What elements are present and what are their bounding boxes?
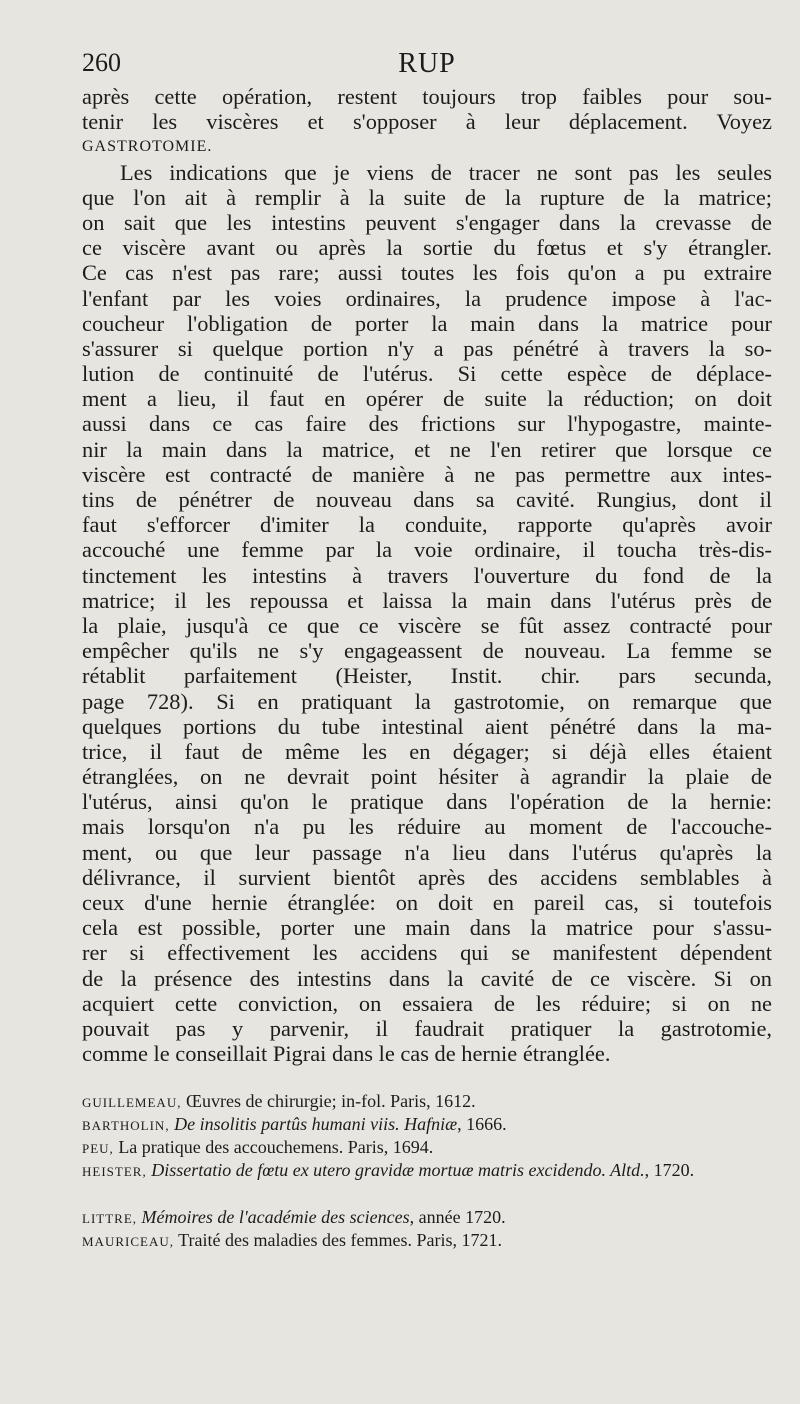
text-line: Ce cas n'est pas rare; aussi toutes les fois qu'on a pu extraire [82,260,772,286]
reference-author: MAURICEAU, [82,1234,174,1249]
bibliography-entry [82,1206,772,1230]
text-line: tinctement les intestins à travers l'ouverture du fond de la [82,562,772,588]
text-line: ment a lieu, il faut en opérer de suite la réduction; on doit [82,386,772,412]
text-line: tenir les viscères et s'opposer à leur déplacement. Voyez [82,109,772,135]
reference-author: GUILLEMEAU, [82,1095,182,1110]
bibliography-entry [82,1090,772,1114]
reference-author: BARTHOLIN, [82,1118,170,1133]
reference-text: , 1666. [457,1114,507,1134]
text-line: l'enfant par les voies ordinaires, la prudence impose à l'ac- [82,285,772,311]
text-line: faut s'efforcer d'imiter la conduite, rapporte qu'après avoir [82,512,772,538]
bibliography-entry [82,1113,772,1137]
running-head: RUP [398,48,456,79]
reference-text: Œuvres de chirurgie; in-fol. Paris, 1612. [185,1091,476,1111]
bibliography-entry [82,1136,772,1160]
reference-text: La pratique des accouchemens. Paris, 1694. [118,1137,434,1157]
text-line: matrice; il les repoussa et laissa la main dans l'utérus près de [82,587,772,613]
body-text [82,84,772,1066]
text-line: tins de pénétrer de nouveau dans sa cavité. Rungius, dont il [82,487,772,512]
bibliography-entry [82,1159,772,1183]
text-line: s'assurer si quelque portion n'y a pas pénétré à travers la so- [82,335,772,361]
reference-text: Traité des maladies des femmes. Paris, 1721. [178,1230,502,1250]
text-line: étranglées, on ne devrait point hésiter à agrandir la plaie de [82,764,772,790]
text-line: lution de continuité de l'utérus. Si cette espèce de déplace- [82,361,772,387]
text-line: empêcher qu'ils ne s'y engageassent de nouveau. La femme se [82,638,772,664]
text-line: la plaie, jusqu'à ce que ce viscère se fût assez contracté pour [82,612,772,638]
text-line: rer si effectivement les accidens qui se manifestent dépendent [82,940,772,966]
text-line: après cette opération, restent toujours trop faibles pour sou- [82,84,772,109]
text-line: cela est possible, porter une main dans la matrice pour s'assu- [82,915,772,941]
text-line: ceux d'une hernie étranglée: on doit en pareil cas, si toutefois [82,890,772,915]
text-line: quelques portions du tube intestinal aient pénétré dans la ma- [82,713,772,739]
text-line: mais lorsqu'on n'a pu les réduire au moment de l'accouche- [82,814,772,840]
reference-author: LITTRE, [82,1211,138,1226]
text-line: acquiert cette conviction, on essaiera de les réduire; si on ne [82,990,772,1016]
text-line: nir la main dans la matrice, et ne l'en retirer que lorsque ce [82,436,772,462]
text-line: viscère est contracté de manière à ne pas permettre aux intes- [82,461,772,487]
reference-text: , année 1720. [409,1207,506,1227]
text-line: que l'on ait à remplir à la suite de la rupture de la matrice; [82,184,772,210]
reference-title: Mémoires de l'académie des sciences [141,1207,410,1227]
text-line: délivrance, il survient bientôt après des accidens semblables à [82,864,772,890]
text-line: coucheur l'obligation de porter la main dans la matrice pour [82,310,772,336]
page-header [82,48,772,84]
text-line: pouvait pas y parvenir, il faudrait pratiquer la gastrotomie, [82,1015,772,1041]
text-line: aussi dans ce cas faire des frictions sur l'hypogastre, mainte- [82,411,772,437]
text-line: Les indications que je viens de tracer ne sont pas les seules [120,159,772,185]
text-line: page 728). Si en pratiquant la gastrotomie, on remarque que [82,688,772,714]
text-line: accouché une femme par la voie ordinaire, il toucha très-dis- [82,537,772,563]
reference-title: Dissertatio de fœtu ex utero gravidæ mortuæ matris excidendo. Altd. [151,1160,645,1180]
text-line: on sait que les intestins peuvent s'engager dans la crevasse de [82,209,772,235]
reference-author: HEISTER, [82,1164,147,1179]
cross-reference: GASTROTOMIE. [82,138,213,156]
text-line: trice, il faut de même les en dégager; si déjà elles étaient [82,738,772,764]
text-line: ce viscère avant ou après la sortie du fœtus et s'y étrangler. [82,235,772,261]
bibliography-entry [82,1229,772,1253]
reference-title: De insolitis partûs humani viis. Hafniæ [174,1114,458,1134]
text-line: rétablit parfaitement (Heister, Instit. chir. pars secunda, [82,663,772,689]
page-number: 260 [82,48,121,77]
reference-text: , 1720. [644,1160,695,1180]
text-line: ment, ou que leur passage n'a lieu dans l'utérus qu'après la [82,839,772,865]
text-line: l'utérus, ainsi qu'on le pratique dans l'opération de la hernie: [82,789,772,815]
text-line: comme le conseillait Pigrai dans le cas de hernie étranglée. [82,1041,611,1067]
text-line: de la présence des intestins dans la cavité de ce viscère. Si on [82,965,772,991]
reference-author: PEU, [82,1141,114,1156]
